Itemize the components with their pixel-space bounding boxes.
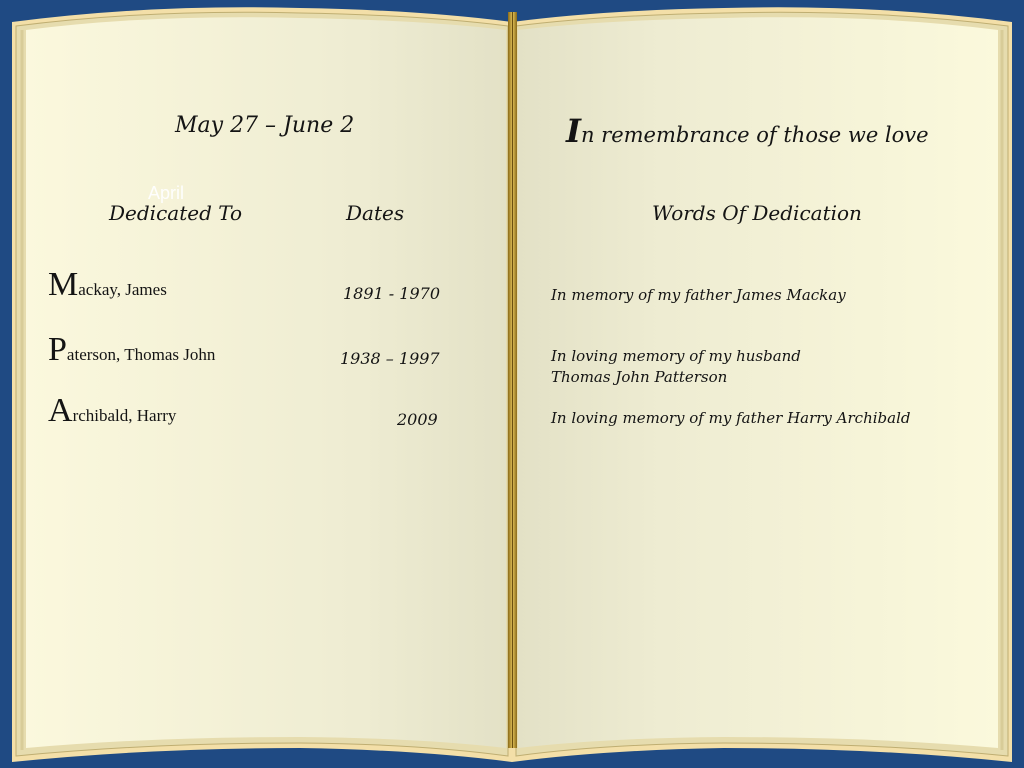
name-initial: M xyxy=(48,266,79,303)
dedication-line: Thomas John Patterson xyxy=(551,368,728,386)
faint-month-label: April xyxy=(148,183,185,203)
dedication-text xyxy=(551,346,801,388)
dedicatee-name xyxy=(48,333,215,367)
dedicatee-dates: 1891 - 1970 xyxy=(343,284,441,303)
dedicatee-name xyxy=(48,268,167,302)
name-rest: aterson, Thomas John xyxy=(66,345,216,364)
dedicatee-dates: 2009 xyxy=(397,410,438,429)
dedicated-to-heading: Dedicated To xyxy=(109,201,243,225)
dedication-line: In loving memory of my husband xyxy=(551,347,801,365)
name-initial: A xyxy=(48,392,73,429)
dedication-text xyxy=(551,285,846,306)
heading-initial: I xyxy=(566,112,581,150)
name-initial: P xyxy=(48,331,67,368)
dedication-line: In loving memory of my father Harry Archibald xyxy=(551,409,911,427)
date-range: May 27 – June 2 xyxy=(175,113,355,138)
dedicatee-name xyxy=(48,394,176,428)
dates-heading: Dates xyxy=(346,201,405,225)
name-rest: rchibald, Harry xyxy=(72,406,177,425)
dedication-line: In memory of my father James Mackay xyxy=(551,286,846,304)
dedicatee-dates: 1938 – 1997 xyxy=(340,349,440,368)
remembrance-heading xyxy=(566,112,929,150)
name-rest: ackay, James xyxy=(78,280,167,299)
dedication-text xyxy=(551,408,910,429)
words-of-dedication-heading: Words Of Dedication xyxy=(652,201,862,225)
heading-rest: n remembrance of those we love xyxy=(580,123,929,147)
